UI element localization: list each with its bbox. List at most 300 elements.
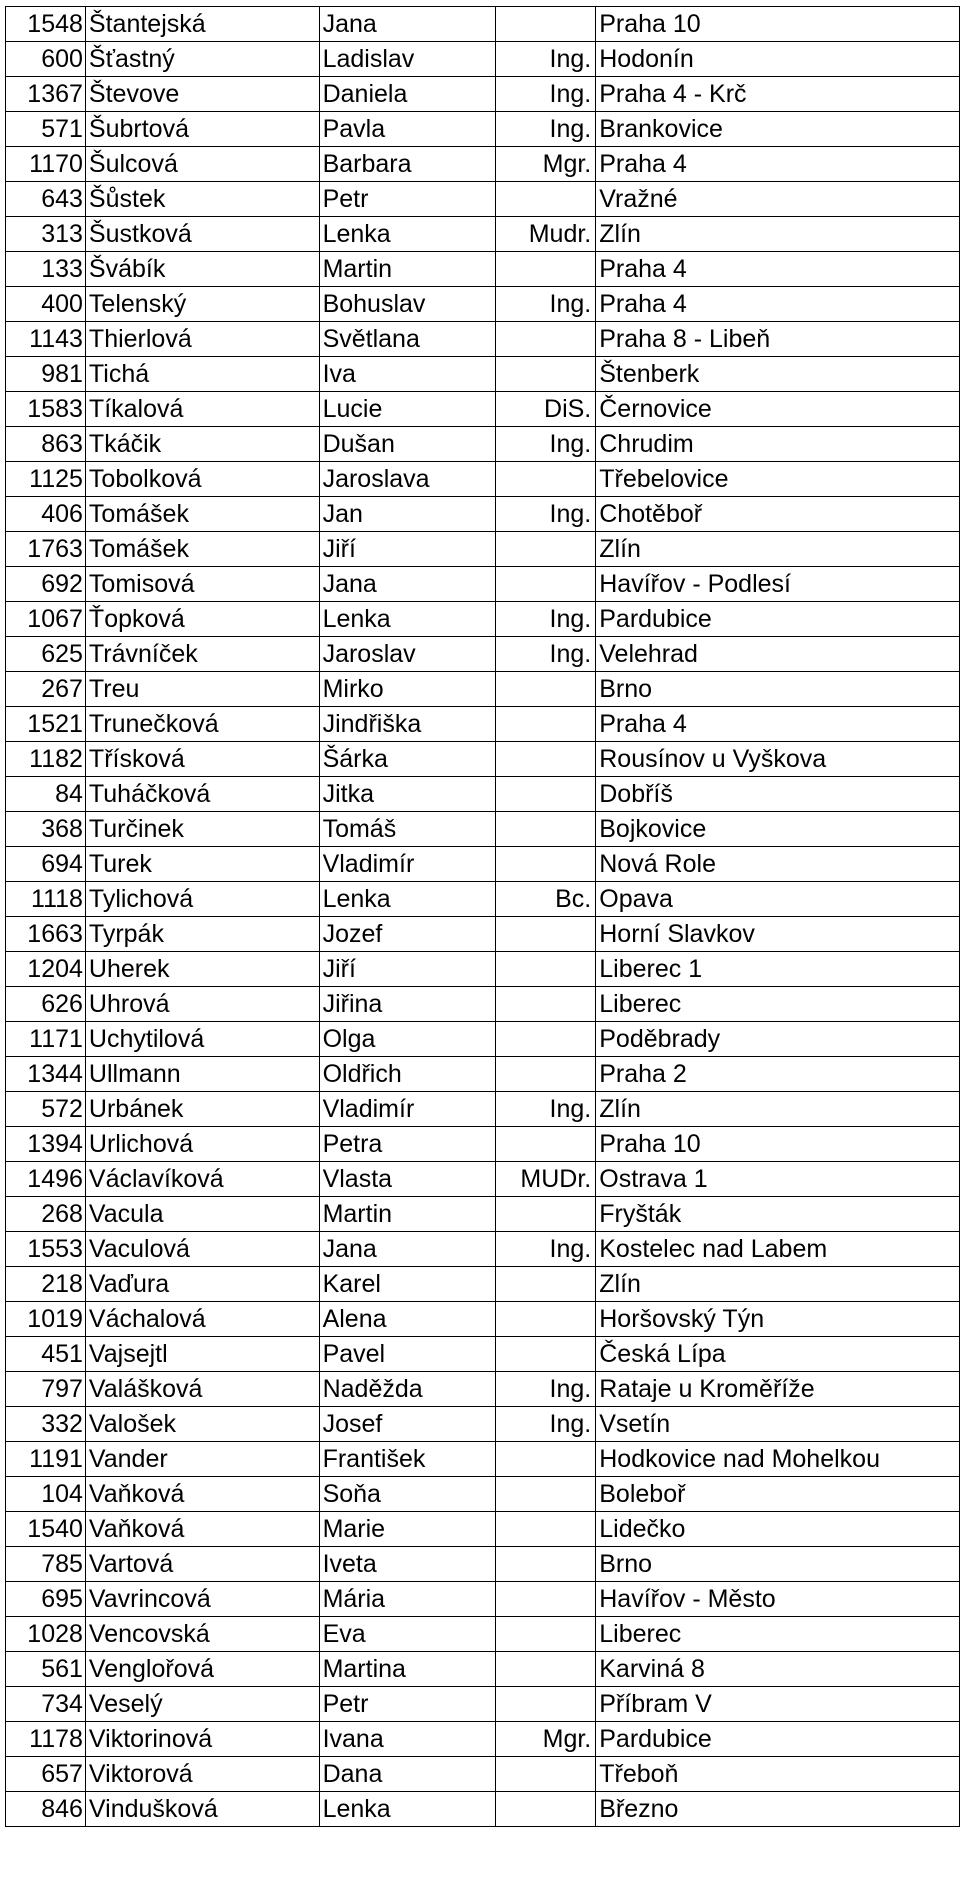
cell-city: Štenberk bbox=[596, 357, 960, 392]
cell-id: 268 bbox=[6, 1197, 86, 1232]
cell-city: Třeboň bbox=[596, 1757, 960, 1792]
cell-first-name: Iva bbox=[319, 357, 496, 392]
cell-first-name: Daniela bbox=[319, 77, 496, 112]
cell-title bbox=[496, 1582, 596, 1617]
cell-surname: Uchytilová bbox=[85, 1022, 319, 1057]
table-row bbox=[6, 1722, 960, 1757]
cell-id: 406 bbox=[6, 497, 86, 532]
cell-id: 600 bbox=[6, 42, 86, 77]
cell-city: Praha 4 bbox=[596, 252, 960, 287]
cell-id: 1067 bbox=[6, 602, 86, 637]
cell-surname: Vajsejtl bbox=[85, 1337, 319, 1372]
cell-surname: Vaďura bbox=[85, 1267, 319, 1302]
cell-first-name: Naděžda bbox=[319, 1372, 496, 1407]
cell-surname: Vencovská bbox=[85, 1617, 319, 1652]
cell-surname: Vaculová bbox=[85, 1232, 319, 1267]
cell-title bbox=[496, 7, 596, 42]
cell-city: Pardubice bbox=[596, 602, 960, 637]
table-row bbox=[6, 497, 960, 532]
cell-first-name: Iveta bbox=[319, 1547, 496, 1582]
table-body bbox=[6, 7, 960, 1827]
cell-title bbox=[496, 847, 596, 882]
table-row bbox=[6, 1197, 960, 1232]
cell-title bbox=[496, 182, 596, 217]
table-row bbox=[6, 357, 960, 392]
cell-id: 1583 bbox=[6, 392, 86, 427]
cell-title: Ing. bbox=[496, 1232, 596, 1267]
cell-first-name: Vladimír bbox=[319, 1092, 496, 1127]
cell-city: Březno bbox=[596, 1792, 960, 1827]
table-row bbox=[6, 777, 960, 812]
cell-city: Praha 10 bbox=[596, 7, 960, 42]
cell-city: Havířov - Město bbox=[596, 1582, 960, 1617]
cell-id: 572 bbox=[6, 1092, 86, 1127]
cell-id: 846 bbox=[6, 1792, 86, 1827]
cell-id: 1118 bbox=[6, 882, 86, 917]
cell-city: Brno bbox=[596, 672, 960, 707]
cell-id: 643 bbox=[6, 182, 86, 217]
cell-surname: Viktorinová bbox=[85, 1722, 319, 1757]
cell-id: 1394 bbox=[6, 1127, 86, 1162]
table-row bbox=[6, 147, 960, 182]
cell-title bbox=[496, 357, 596, 392]
cell-surname: Ťopková bbox=[85, 602, 319, 637]
cell-surname: Valášková bbox=[85, 1372, 319, 1407]
cell-first-name: Jaroslava bbox=[319, 462, 496, 497]
cell-title bbox=[496, 1197, 596, 1232]
table-row bbox=[6, 252, 960, 287]
cell-title bbox=[496, 1022, 596, 1057]
cell-first-name: Ladislav bbox=[319, 42, 496, 77]
cell-city: Kostelec nad Labem bbox=[596, 1232, 960, 1267]
cell-city: Lidečko bbox=[596, 1512, 960, 1547]
table-row bbox=[6, 1512, 960, 1547]
cell-surname: Viktorová bbox=[85, 1757, 319, 1792]
cell-city: Zlín bbox=[596, 217, 960, 252]
cell-id: 133 bbox=[6, 252, 86, 287]
cell-surname: Vavrincová bbox=[85, 1582, 319, 1617]
cell-city: Liberec 1 bbox=[596, 952, 960, 987]
cell-title: Ing. bbox=[496, 602, 596, 637]
cell-surname: Tobolková bbox=[85, 462, 319, 497]
cell-title: Ing. bbox=[496, 287, 596, 322]
cell-city: Brankovice bbox=[596, 112, 960, 147]
cell-title: DiS. bbox=[496, 392, 596, 427]
cell-surname: Václavíková bbox=[85, 1162, 319, 1197]
cell-surname: Tyrpák bbox=[85, 917, 319, 952]
cell-first-name: Jana bbox=[319, 1232, 496, 1267]
table-row bbox=[6, 462, 960, 497]
cell-id: 84 bbox=[6, 777, 86, 812]
cell-city: Příbram V bbox=[596, 1687, 960, 1722]
cell-first-name: Dušan bbox=[319, 427, 496, 462]
cell-city: Třebelovice bbox=[596, 462, 960, 497]
table-row bbox=[6, 217, 960, 252]
cell-surname: Števove bbox=[85, 77, 319, 112]
cell-title bbox=[496, 1442, 596, 1477]
cell-surname: Tomášek bbox=[85, 532, 319, 567]
cell-first-name: Dana bbox=[319, 1757, 496, 1792]
table-row bbox=[6, 1407, 960, 1442]
cell-city: Fryšták bbox=[596, 1197, 960, 1232]
cell-surname: Tomisová bbox=[85, 567, 319, 602]
cell-surname: Tylichová bbox=[85, 882, 319, 917]
cell-city: Dobříš bbox=[596, 777, 960, 812]
cell-city: Vsetín bbox=[596, 1407, 960, 1442]
cell-id: 1170 bbox=[6, 147, 86, 182]
table-row bbox=[6, 1092, 960, 1127]
table-row bbox=[6, 812, 960, 847]
cell-title bbox=[496, 1302, 596, 1337]
table-row bbox=[6, 1477, 960, 1512]
cell-surname: Treu bbox=[85, 672, 319, 707]
cell-first-name: Petr bbox=[319, 182, 496, 217]
cell-surname: Turčinek bbox=[85, 812, 319, 847]
cell-id: 104 bbox=[6, 1477, 86, 1512]
cell-city: Černovice bbox=[596, 392, 960, 427]
cell-city: Zlín bbox=[596, 1092, 960, 1127]
table-row bbox=[6, 1162, 960, 1197]
table-row bbox=[6, 672, 960, 707]
cell-id: 400 bbox=[6, 287, 86, 322]
table-row bbox=[6, 707, 960, 742]
cell-id: 692 bbox=[6, 567, 86, 602]
cell-title bbox=[496, 952, 596, 987]
cell-id: 1204 bbox=[6, 952, 86, 987]
cell-id: 218 bbox=[6, 1267, 86, 1302]
cell-first-name: Josef bbox=[319, 1407, 496, 1442]
cell-first-name: Martin bbox=[319, 252, 496, 287]
cell-id: 657 bbox=[6, 1757, 86, 1792]
cell-city: Hodonín bbox=[596, 42, 960, 77]
cell-title: Ing. bbox=[496, 637, 596, 672]
cell-first-name: Jaroslav bbox=[319, 637, 496, 672]
table-row bbox=[6, 1582, 960, 1617]
cell-first-name: Lenka bbox=[319, 217, 496, 252]
cell-city: Horšovský Týn bbox=[596, 1302, 960, 1337]
cell-id: 785 bbox=[6, 1547, 86, 1582]
cell-city: Brno bbox=[596, 1547, 960, 1582]
cell-first-name: Jana bbox=[319, 7, 496, 42]
cell-first-name: Lenka bbox=[319, 882, 496, 917]
cell-city: Praha 8 - Libeň bbox=[596, 322, 960, 357]
cell-first-name: Jindřiška bbox=[319, 707, 496, 742]
cell-first-name: Karel bbox=[319, 1267, 496, 1302]
cell-first-name: Jana bbox=[319, 567, 496, 602]
cell-surname: Urbánek bbox=[85, 1092, 319, 1127]
cell-id: 1028 bbox=[6, 1617, 86, 1652]
cell-city: Havířov - Podlesí bbox=[596, 567, 960, 602]
cell-city: Praha 4 bbox=[596, 287, 960, 322]
cell-title: Ing. bbox=[496, 77, 596, 112]
cell-id: 267 bbox=[6, 672, 86, 707]
cell-title bbox=[496, 462, 596, 497]
cell-id: 1553 bbox=[6, 1232, 86, 1267]
cell-title: MUDr. bbox=[496, 1162, 596, 1197]
cell-title bbox=[496, 1057, 596, 1092]
cell-surname: Šustková bbox=[85, 217, 319, 252]
cell-surname: Šulcová bbox=[85, 147, 319, 182]
cell-id: 695 bbox=[6, 1582, 86, 1617]
cell-id: 1367 bbox=[6, 77, 86, 112]
cell-id: 734 bbox=[6, 1687, 86, 1722]
cell-id: 1143 bbox=[6, 322, 86, 357]
cell-title bbox=[496, 1477, 596, 1512]
cell-title bbox=[496, 812, 596, 847]
cell-surname: Uherek bbox=[85, 952, 319, 987]
cell-first-name: Bohuslav bbox=[319, 287, 496, 322]
cell-city: Boleboř bbox=[596, 1477, 960, 1512]
cell-city: Chrudim bbox=[596, 427, 960, 462]
cell-surname: Urlichová bbox=[85, 1127, 319, 1162]
table-row bbox=[6, 532, 960, 567]
cell-first-name: Olga bbox=[319, 1022, 496, 1057]
table-row bbox=[6, 1372, 960, 1407]
cell-id: 1496 bbox=[6, 1162, 86, 1197]
cell-id: 332 bbox=[6, 1407, 86, 1442]
cell-id: 1125 bbox=[6, 462, 86, 497]
cell-first-name: Jan bbox=[319, 497, 496, 532]
cell-first-name: Jozef bbox=[319, 917, 496, 952]
cell-id: 981 bbox=[6, 357, 86, 392]
cell-id: 368 bbox=[6, 812, 86, 847]
cell-title bbox=[496, 707, 596, 742]
cell-surname: Štantejská bbox=[85, 7, 319, 42]
cell-city: Praha 10 bbox=[596, 1127, 960, 1162]
table-row bbox=[6, 847, 960, 882]
cell-city: Liberec bbox=[596, 987, 960, 1022]
cell-first-name: Petra bbox=[319, 1127, 496, 1162]
cell-first-name: Tomáš bbox=[319, 812, 496, 847]
cell-city: Horní Slavkov bbox=[596, 917, 960, 952]
cell-id: 1663 bbox=[6, 917, 86, 952]
cell-first-name: Jiřina bbox=[319, 987, 496, 1022]
cell-id: 626 bbox=[6, 987, 86, 1022]
cell-first-name: Jiří bbox=[319, 952, 496, 987]
cell-first-name: Pavel bbox=[319, 1337, 496, 1372]
cell-first-name: Pavla bbox=[319, 112, 496, 147]
cell-title bbox=[496, 1617, 596, 1652]
cell-title bbox=[496, 1337, 596, 1372]
cell-city: Praha 4 bbox=[596, 147, 960, 182]
cell-surname: Turek bbox=[85, 847, 319, 882]
cell-city: Opava bbox=[596, 882, 960, 917]
table-row bbox=[6, 1337, 960, 1372]
table-row bbox=[6, 1302, 960, 1337]
cell-title: Ing. bbox=[496, 427, 596, 462]
cell-title: Mgr. bbox=[496, 1722, 596, 1757]
cell-surname: Trunečková bbox=[85, 707, 319, 742]
cell-first-name: Šárka bbox=[319, 742, 496, 777]
cell-title bbox=[496, 742, 596, 777]
cell-title: Ing. bbox=[496, 497, 596, 532]
cell-first-name: Mirko bbox=[319, 672, 496, 707]
cell-surname: Šůstek bbox=[85, 182, 319, 217]
cell-title bbox=[496, 1547, 596, 1582]
table-row bbox=[6, 1127, 960, 1162]
cell-first-name: Světlana bbox=[319, 322, 496, 357]
cell-first-name: Eva bbox=[319, 1617, 496, 1652]
cell-city: Vražné bbox=[596, 182, 960, 217]
cell-surname: Šťastný bbox=[85, 42, 319, 77]
cell-city: Praha 2 bbox=[596, 1057, 960, 1092]
table-row bbox=[6, 742, 960, 777]
table-row bbox=[6, 1617, 960, 1652]
cell-city: Velehrad bbox=[596, 637, 960, 672]
cell-title: Ing. bbox=[496, 1372, 596, 1407]
cell-title bbox=[496, 1512, 596, 1547]
cell-surname: Váchalová bbox=[85, 1302, 319, 1337]
cell-surname: Šubrtová bbox=[85, 112, 319, 147]
table-row bbox=[6, 182, 960, 217]
cell-id: 1191 bbox=[6, 1442, 86, 1477]
cell-surname: Uhrová bbox=[85, 987, 319, 1022]
cell-first-name: Ivana bbox=[319, 1722, 496, 1757]
cell-city: Ostrava 1 bbox=[596, 1162, 960, 1197]
cell-title: Ing. bbox=[496, 112, 596, 147]
cell-surname: Tichá bbox=[85, 357, 319, 392]
cell-first-name: Alena bbox=[319, 1302, 496, 1337]
cell-surname: Venglořová bbox=[85, 1652, 319, 1687]
cell-title bbox=[496, 252, 596, 287]
cell-title bbox=[496, 917, 596, 952]
table-row bbox=[6, 77, 960, 112]
cell-id: 1178 bbox=[6, 1722, 86, 1757]
cell-city: Česká Lípa bbox=[596, 1337, 960, 1372]
cell-title bbox=[496, 1127, 596, 1162]
table-row bbox=[6, 567, 960, 602]
cell-id: 797 bbox=[6, 1372, 86, 1407]
cell-first-name: Martina bbox=[319, 1652, 496, 1687]
table-row bbox=[6, 1267, 960, 1302]
cell-first-name: Mária bbox=[319, 1582, 496, 1617]
cell-first-name: Vladimír bbox=[319, 847, 496, 882]
cell-surname: Vaňková bbox=[85, 1512, 319, 1547]
cell-city: Rataje u Kroměříže bbox=[596, 1372, 960, 1407]
table-row bbox=[6, 637, 960, 672]
cell-city: Praha 4 bbox=[596, 707, 960, 742]
table-row bbox=[6, 602, 960, 637]
cell-id: 1182 bbox=[6, 742, 86, 777]
cell-city: Chotěboř bbox=[596, 497, 960, 532]
cell-city: Liberec bbox=[596, 1617, 960, 1652]
cell-title: Ing. bbox=[496, 1407, 596, 1442]
cell-surname: Vander bbox=[85, 1442, 319, 1477]
cell-surname: Veselý bbox=[85, 1687, 319, 1722]
cell-surname: Valošek bbox=[85, 1407, 319, 1442]
cell-surname: Trávníček bbox=[85, 637, 319, 672]
cell-first-name: Lucie bbox=[319, 392, 496, 427]
cell-surname: Ullmann bbox=[85, 1057, 319, 1092]
table-row bbox=[6, 1057, 960, 1092]
cell-title bbox=[496, 777, 596, 812]
cell-title bbox=[496, 532, 596, 567]
cell-id: 1344 bbox=[6, 1057, 86, 1092]
table-row bbox=[6, 1547, 960, 1582]
cell-surname: Vacula bbox=[85, 1197, 319, 1232]
cell-first-name: Barbara bbox=[319, 147, 496, 182]
cell-id: 571 bbox=[6, 112, 86, 147]
cell-title bbox=[496, 1687, 596, 1722]
cell-city: Zlín bbox=[596, 532, 960, 567]
cell-surname: Tomášek bbox=[85, 497, 319, 532]
cell-first-name: Jitka bbox=[319, 777, 496, 812]
cell-title bbox=[496, 1792, 596, 1827]
cell-first-name: Marie bbox=[319, 1512, 496, 1547]
cell-first-name: Vlasta bbox=[319, 1162, 496, 1197]
table-row bbox=[6, 287, 960, 322]
cell-surname: Tuháčková bbox=[85, 777, 319, 812]
cell-id: 1763 bbox=[6, 532, 86, 567]
cell-id: 313 bbox=[6, 217, 86, 252]
cell-first-name: Petr bbox=[319, 1687, 496, 1722]
cell-id: 1521 bbox=[6, 707, 86, 742]
cell-id: 625 bbox=[6, 637, 86, 672]
cell-title: Mudr. bbox=[496, 217, 596, 252]
table-row bbox=[6, 42, 960, 77]
cell-surname: Vindušková bbox=[85, 1792, 319, 1827]
table-row bbox=[6, 1232, 960, 1267]
cell-title bbox=[496, 322, 596, 357]
table-row bbox=[6, 1022, 960, 1057]
cell-city: Pardubice bbox=[596, 1722, 960, 1757]
cell-title bbox=[496, 567, 596, 602]
cell-first-name: Oldřich bbox=[319, 1057, 496, 1092]
cell-id: 863 bbox=[6, 427, 86, 462]
cell-title: Bc. bbox=[496, 882, 596, 917]
cell-surname: Thierlová bbox=[85, 322, 319, 357]
cell-first-name: František bbox=[319, 1442, 496, 1477]
cell-title: Ing. bbox=[496, 1092, 596, 1127]
cell-city: Praha 4 - Krč bbox=[596, 77, 960, 112]
cell-id: 694 bbox=[6, 847, 86, 882]
cell-title: Ing. bbox=[496, 42, 596, 77]
cell-surname: Telenský bbox=[85, 287, 319, 322]
cell-city: Bojkovice bbox=[596, 812, 960, 847]
cell-surname: Vartová bbox=[85, 1547, 319, 1582]
cell-first-name: Martin bbox=[319, 1197, 496, 1232]
cell-id: 1171 bbox=[6, 1022, 86, 1057]
cell-city: Nová Role bbox=[596, 847, 960, 882]
cell-id: 451 bbox=[6, 1337, 86, 1372]
cell-title bbox=[496, 672, 596, 707]
cell-city: Zlín bbox=[596, 1267, 960, 1302]
cell-surname: Třísková bbox=[85, 742, 319, 777]
cell-title bbox=[496, 1652, 596, 1687]
table-row bbox=[6, 987, 960, 1022]
cell-city: Poděbrady bbox=[596, 1022, 960, 1057]
table-row bbox=[6, 427, 960, 462]
cell-title: Mgr. bbox=[496, 147, 596, 182]
cell-city: Hodkovice nad Mohelkou bbox=[596, 1442, 960, 1477]
cell-city: Karviná 8 bbox=[596, 1652, 960, 1687]
table-row bbox=[6, 1792, 960, 1827]
table-row bbox=[6, 917, 960, 952]
cell-title bbox=[496, 1757, 596, 1792]
table-row bbox=[6, 322, 960, 357]
cell-surname: Švábík bbox=[85, 252, 319, 287]
table-row bbox=[6, 1652, 960, 1687]
cell-first-name: Jiří bbox=[319, 532, 496, 567]
cell-first-name: Lenka bbox=[319, 602, 496, 637]
table-row bbox=[6, 1442, 960, 1477]
cell-id: 1548 bbox=[6, 7, 86, 42]
table-row bbox=[6, 952, 960, 987]
cell-title bbox=[496, 1267, 596, 1302]
cell-id: 561 bbox=[6, 1652, 86, 1687]
table-row bbox=[6, 7, 960, 42]
cell-id: 1540 bbox=[6, 1512, 86, 1547]
